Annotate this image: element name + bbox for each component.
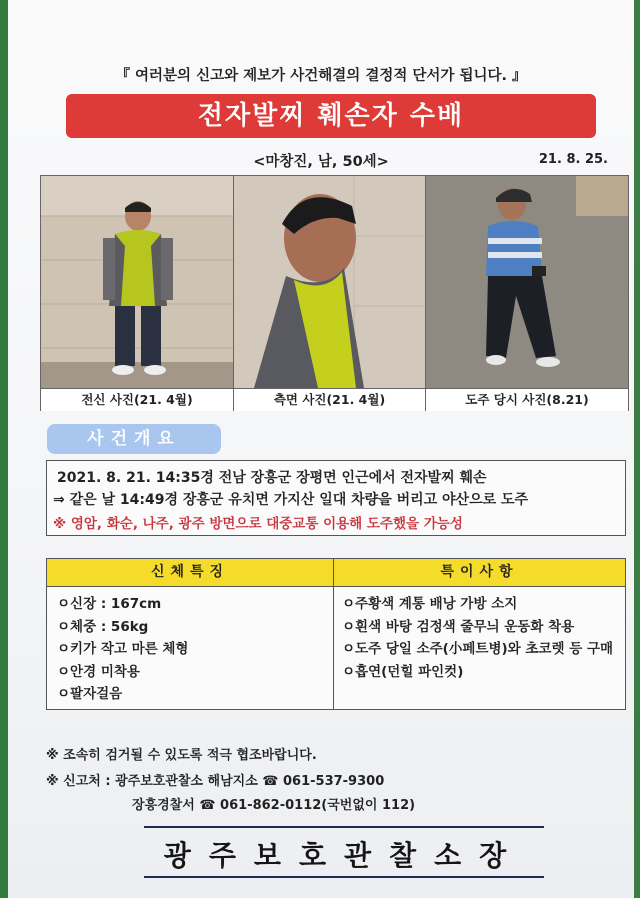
divider-line (144, 826, 544, 828)
physical-traits-header: 신체특징 (47, 559, 334, 587)
cooperation-note: ※ 조속히 검거될 수 있도록 적극 협조바랍니다. (46, 748, 317, 763)
photo-grid (40, 175, 629, 411)
list-item: ㅇ흰색 바탕 검정색 줄무늬 운동화 착용 (342, 618, 575, 635)
traits-table (46, 558, 626, 710)
summary-line: 2021. 8. 21. 14:35경 전남 장흥군 장평면 인근에서 전자발찌 훼손 (57, 470, 487, 486)
photo-caption: 전신 사진(21. 4월) (41, 388, 234, 411)
summary-warning: ※ 영암, 화순, 나주, 광주 방면으로 대중교통 이용해 도주했을 가능성 (53, 516, 463, 532)
full-body-photo (41, 176, 234, 388)
list-item: ㅇ키가 작고 마른 체형 (57, 641, 189, 657)
section-label: 사건개요 (47, 424, 221, 454)
list-item: ㅇ팔자걸음 (57, 686, 123, 702)
list-item: ㅇ도주 당일 소주(小페트병)와 초코렛 등 구매 (342, 641, 614, 657)
issue-date: 21. 8. 25. (538, 152, 608, 167)
special-notes-header: 특이사항 (334, 559, 625, 587)
divider-line (144, 876, 544, 878)
subject-info: <마창진, 남, 50세> (253, 154, 389, 170)
report-contact-police: 장흥경찰서 ☎ 061-862-0112(국번없이 112) (132, 798, 416, 813)
issuing-agency: 광주보호관찰소장 (163, 839, 525, 872)
title-banner: 전자발찌 훼손자 수배 (66, 94, 596, 138)
list-item: ㅇ신장 : 167cm (57, 596, 162, 612)
special-notes-list (342, 593, 613, 683)
background-edge-right (634, 0, 640, 898)
physical-traits-list (57, 593, 188, 706)
case-summary-box (46, 460, 626, 536)
wanted-poster (8, 0, 634, 898)
report-contact: ※ 신고처 : 광주보호관찰소 해남지소 ☎ 061-537-9300 (46, 774, 385, 789)
tagline: 『 여러분의 신고와 제보가 사건해결의 결정적 단서가 됩니다. 』 (115, 68, 527, 84)
photo-caption: 측면 사진(21. 4월) (234, 388, 426, 411)
list-item: ㅇ흡연(던힐 파인컷) (342, 663, 464, 680)
list-item: ㅇ주황색 계통 배낭 가방 소지 (342, 596, 518, 612)
list-item: ㅇ안경 미착용 (57, 663, 140, 680)
list-item: ㅇ체중 : 56kg (57, 618, 149, 635)
column-divider (333, 559, 334, 709)
side-profile-photo (234, 176, 426, 388)
summary-line: ⇒ 같은 날 14:49경 장흥군 유치면 가지산 일대 차량을 버리고 야산으로 도주 (53, 492, 529, 508)
cctv-escape-photo (426, 176, 629, 388)
photo-caption: 도주 당시 사진(8.21) (426, 388, 628, 411)
